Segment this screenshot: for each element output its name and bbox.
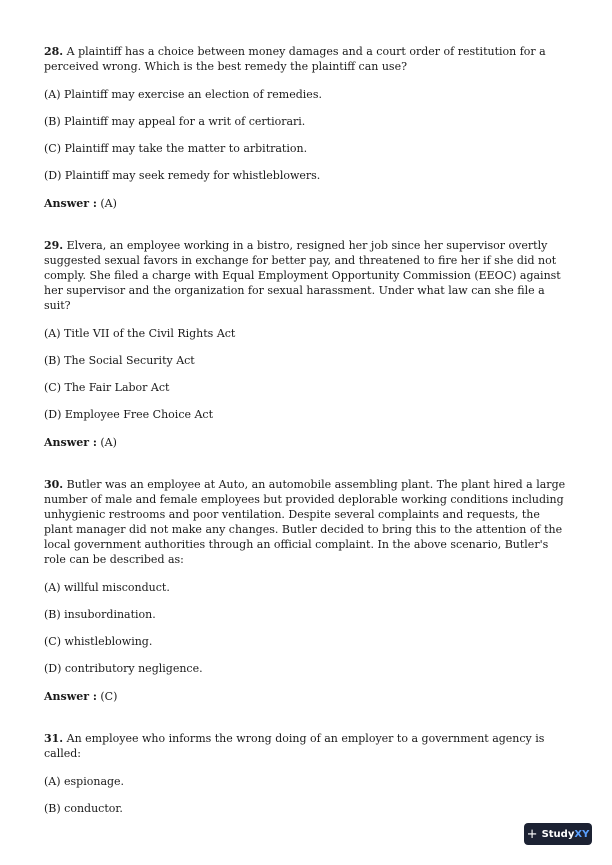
question-body: A plaintiff has a choice between money damages and a court order of restitution for a perceived wrong. Which is the best remedy the plaintiff can use? — [44, 45, 546, 73]
question-text — [44, 477, 570, 567]
question-30 — [44, 477, 570, 704]
brand-accent: XY — [574, 828, 590, 840]
answer-label: Answer : — [44, 436, 97, 449]
question-number: 29. — [44, 239, 64, 252]
document-page — [44, 44, 570, 843]
option-b: (B) conductor. — [44, 802, 123, 815]
answer-label: Answer : — [44, 690, 97, 703]
question-text — [44, 731, 570, 761]
question-number: 30. — [44, 478, 64, 491]
option-c: (C) The Fair Labor Act — [44, 381, 170, 394]
option-a: (A) Title VII of the Civil Rights Act — [44, 327, 236, 340]
option-b: (B) insubordination. — [44, 608, 156, 621]
option-d: (D) contributory negligence. — [44, 662, 203, 675]
question-text — [44, 44, 570, 74]
brand-name: Study — [541, 828, 575, 840]
answer-value: (C) — [100, 690, 118, 703]
answer-value: (A) — [100, 197, 117, 210]
answer-value: (A) — [100, 436, 117, 449]
answer — [44, 689, 570, 704]
question-text — [44, 238, 570, 313]
question-body: Elvera, an employee working in a bistro, resigned her job since her supervisor overtly suggested sexual favors in exchange for better pay, and threatened to fire her if she did not comply. She filed a charge with Equal Employment Opportunity Commission (EEOC) against her supervisor and the organization for sexual harassment. Under what law can she file a suit? — [44, 239, 561, 312]
option-d: (D) Plaintiff may seek remedy for whistleblowers. — [44, 169, 321, 182]
question-29 — [44, 238, 570, 450]
question-number: 28. — [44, 45, 64, 58]
option-c: (C) whistleblowing. — [44, 635, 153, 648]
answer — [44, 435, 570, 450]
option-a: (A) Plaintiff may exercise an election of remedies. — [44, 88, 322, 101]
option-a: (A) willful misconduct. — [44, 581, 170, 594]
question-number: 31. — [44, 732, 64, 745]
studyxy-logo-badge[interactable] — [524, 823, 592, 845]
question-body: An employee who informs the wrong doing of an employer to a government agency is called: — [44, 732, 545, 760]
option-b: (B) The Social Security Act — [44, 354, 195, 367]
plus-icon: + — [526, 826, 538, 842]
option-d: (D) Employee Free Choice Act — [44, 408, 214, 421]
question-body: Butler was an employee at Auto, an automobile assembling plant. The plant hired a large number of male and female employees but provided deplorable working conditions including unhygienic restrooms and poor ventilation. Despite several complaints and requests, the plant manager did not make any changes. Butler decided to bring this to the attention of the local government authorities through an official complaint. In the above scenario, Butler's role can be described as: — [44, 478, 566, 566]
question-31 — [44, 731, 570, 816]
option-b: (B) Plaintiff may appeal for a writ of certiorari. — [44, 115, 306, 128]
option-a: (A) espionage. — [44, 775, 125, 788]
question-28 — [44, 44, 570, 211]
option-c: (C) Plaintiff may take the matter to arbitration. — [44, 142, 308, 155]
answer — [44, 196, 570, 211]
answer-label: Answer : — [44, 197, 97, 210]
